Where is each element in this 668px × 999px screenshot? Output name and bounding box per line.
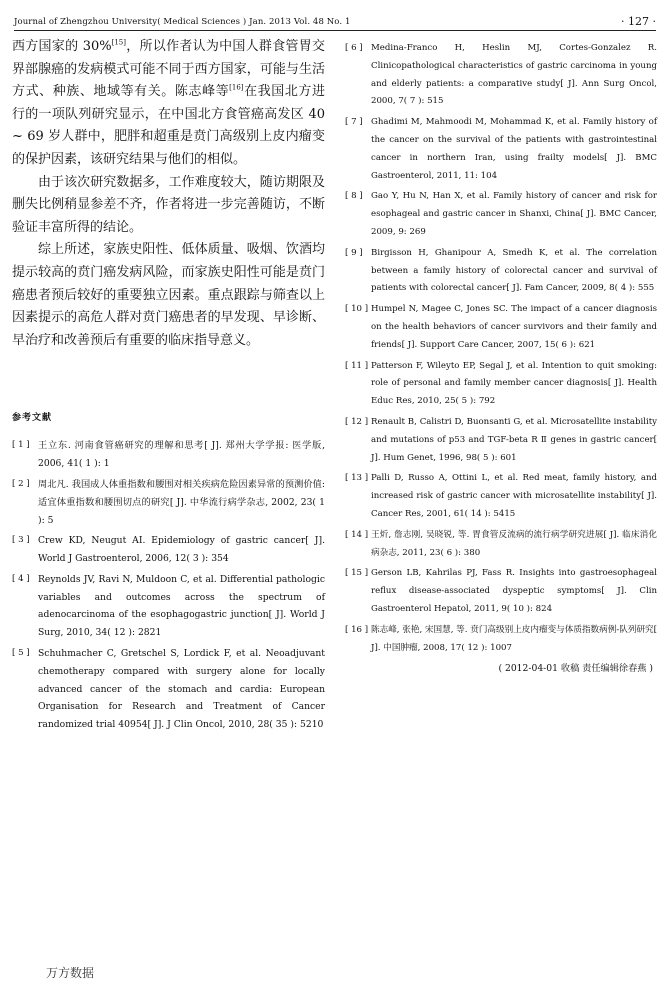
reference-number: [ 13 ] <box>345 473 369 484</box>
paragraph-1-part-c: 在我国北方进行的一项队列研究显示，在中国北方食管癌高发区 40 ~ 69 岁人群中，肥胖和超重是贲门高级别上皮内瘤变的保护因素，该研究结果与他们的相似。 <box>12 84 325 167</box>
watermark-text: 万方数据 <box>46 966 95 980</box>
reference-item <box>12 476 325 529</box>
reference-text: 周北凡. 我国成人体重指数和腰围对相关疾病危险因素异常的预测价值: 适宜体重指数和腰围切点的研究[ J]. 中华流行病学杂志, 2002, 23( 1 ): 5 <box>38 478 325 526</box>
reference-number: [ 2 ] <box>12 478 30 489</box>
reference-text: Birgisson H, Ghanipour A, Smedh K, et al. The correlation between a family history of colorectal cancer and survival of patients with colorectal cancer[ J]. Fam Cancer, 2009, 8( 4 ): 555 <box>371 247 657 294</box>
paragraph-3: 综上所述，家族史阳性、低体质量、吸烟、饮酒均提示较高的贲门癌发病风险，而家族史阳性可能是贲门癌患者预后较好的重要独立因素。重点跟踪与筛查以上因素提示的高危人群对贲门癌患者的早发现、早诊断、早治疗和改善预后有重要的临床指导意义。 <box>12 242 325 348</box>
right-column <box>345 40 657 674</box>
reference-number: [ 12 ] <box>345 416 369 427</box>
reference-number: [ 9 ] <box>345 247 363 258</box>
reference-text: Schuhmacher C, Gretschel S, Lordick F, et al. Neoadjuvant chemotherapy compared with surgery alone for locally advanced cancer of the stomach and cardia: European Organisation for Research and Treatment of Cancer randomized trial 40954[ J]. J Clin Oncol, 2010, 28( 35 ): 5210 <box>38 648 325 731</box>
reference-item <box>345 188 657 241</box>
reference-text: 陈志峰, 张艳, 宋国慧, 等. 贲门高级别上皮内瘤变与体质指数病例-队列研究[ J]. 中国肿瘤, 2008, 17( 12 ): 1007 <box>371 624 657 653</box>
reference-item <box>345 565 657 618</box>
reference-item <box>345 470 657 523</box>
reference-number: [ 16 ] <box>345 624 369 635</box>
reference-text: Reynolds JV, Ravi N, Muldoon C, et al. Differential pathologic variables and outcomes across the spectrum of adenocarcinoma of the esophagogastric junction[ J]. World J Surg, 2010, 34( 12 ): 2821 <box>38 573 325 639</box>
reference-text: 王炘, 詹志刚, 吴晓锐, 等. 胃食管反流病的流行病学研究进展[ J]. 临床消化病杂志, 2011, 23( 6 ): 380 <box>371 529 657 558</box>
reference-number: [ 5 ] <box>12 648 30 659</box>
reference-item <box>345 114 657 185</box>
reference-text: 王立东. 河南食管癌研究的理解和思考[ J]. 郑州大学学报: 医学版, 2006, 41( 1 ): 1 <box>38 440 325 470</box>
reference-number: [ 1 ] <box>12 440 30 451</box>
reference-item <box>345 40 657 111</box>
reference-text: Crew KD, Neugut AI. Epidemiology of gastric cancer[ J]. World J Gastroenterol, 2006, 12( 3 ): 354 <box>38 535 325 565</box>
reference-number: [ 7 ] <box>345 117 363 128</box>
reference-item <box>12 645 325 734</box>
reference-item <box>345 414 657 467</box>
reference-number: [ 14 ] <box>345 529 369 540</box>
reference-number: [ 8 ] <box>345 191 363 202</box>
reference-text: Gao Y, Hu N, Han X, et al. Family history of cancer and risk for esophageal and gastric cancer in Shanxi, China[ J]. BMC Cancer, 2009, 9: 269 <box>371 191 657 237</box>
citation-16[interactable]: [16] <box>229 83 244 92</box>
reference-number: [ 6 ] <box>345 43 363 53</box>
reference-number: [ 10 ] <box>345 304 369 315</box>
reference-item <box>12 571 325 642</box>
running-header <box>14 12 656 31</box>
reference-text: Ghadimi M, Mahmoodi M, Mohammad K, et al. Family history of the cancer on the survival of the patients with gastrointestinal cancer in northern Iran, using frailty models[ J]. BMC Gastroenterol, 2011, 11: 104 <box>371 117 657 181</box>
reference-number: [ 3 ] <box>12 535 30 546</box>
journal-name: Journal of Zhengzhou University( Medical Sciences ) Jan. 2013 Vol. 48 No. 1 <box>14 17 351 27</box>
reference-text: Renault B, Calistri D, Buonsanti G, et al. Microsatellite instability and mutations of p53 and TGF-beta R Ⅱ genes in gastric cancer[ J]. Hum Genet, 1996, 98( 5 ): 601 <box>371 416 657 463</box>
reference-item <box>345 358 657 411</box>
reference-text: Humpel N, Magee C, Jones SC. The impact of a cancer diagnosis on the health behaviors of cancer survivors and their family and friends[ J]. Support Care Cancer, 2007, 15( 6 ): 621 <box>371 304 657 350</box>
left-column <box>12 36 325 737</box>
paragraph-2: 由于该次研究数据多，工作难度较大，随访期限及删失比例稍显参差不齐，作者将进一步完善随访，不断验证丰富所得的结论。 <box>12 174 325 235</box>
page-number: · 127 · <box>621 15 656 28</box>
reference-item <box>345 527 657 563</box>
paragraph-1 <box>12 36 325 172</box>
paragraph-1-part-a: 西方国家的 30% <box>12 39 112 54</box>
reference-item <box>12 437 325 473</box>
reference-number: [ 4 ] <box>12 573 30 584</box>
reference-text: Patterson F, Wileyto EP, Segal J, et al. Intention to quit smoking: role of personal and family member cancer diagnosis[ J]. Health Educ Res, 2010, 25( 5 ): 792 <box>371 360 657 407</box>
paragraph-1-part-b: ，所以作者认为中国人群食管胃交界部腺癌的发病模式可能不同于西方国家，可能与生活方式、种族、地域等有关。陈志峰等 <box>12 39 325 100</box>
reference-item <box>345 245 657 298</box>
reference-item <box>12 532 325 568</box>
reference-item <box>345 301 657 354</box>
citation-15[interactable]: [15] <box>111 38 126 47</box>
received-note: ( 2012-04-01 收稿 责任编辑徐春燕 ) <box>498 663 653 675</box>
reference-text: Gerson LB, Kahrilas PJ, Fass R. Insights into gastroesophageal reflux disease-associated dyspeptic symptoms[ J]. Clin Gastroenterol Hepatol, 2011, 9( 10 ): 824 <box>371 568 657 614</box>
reference-text: Palli D, Russo A, Ottini L, et al. Red meat, family history, and increased risk of gastric cancer with microsatellite instability[ J]. Cancer Res, 2001, 61( 14 ): 5415 <box>371 473 657 519</box>
reference-number: [ 15 ] <box>345 568 369 579</box>
reference-item <box>345 622 657 658</box>
reference-text: Medina-Franco H, Heslin MJ, Cortes-Gonzalez R. Clinicopathological characteristics of gastric carcinoma in young and elderly patients: a comparative study[ J]. Ann Surg Oncol, 2000, 7( 7 ): 515 <box>371 43 657 107</box>
references-heading: 参考文献 <box>12 413 53 424</box>
reference-number: [ 11 ] <box>345 360 369 371</box>
